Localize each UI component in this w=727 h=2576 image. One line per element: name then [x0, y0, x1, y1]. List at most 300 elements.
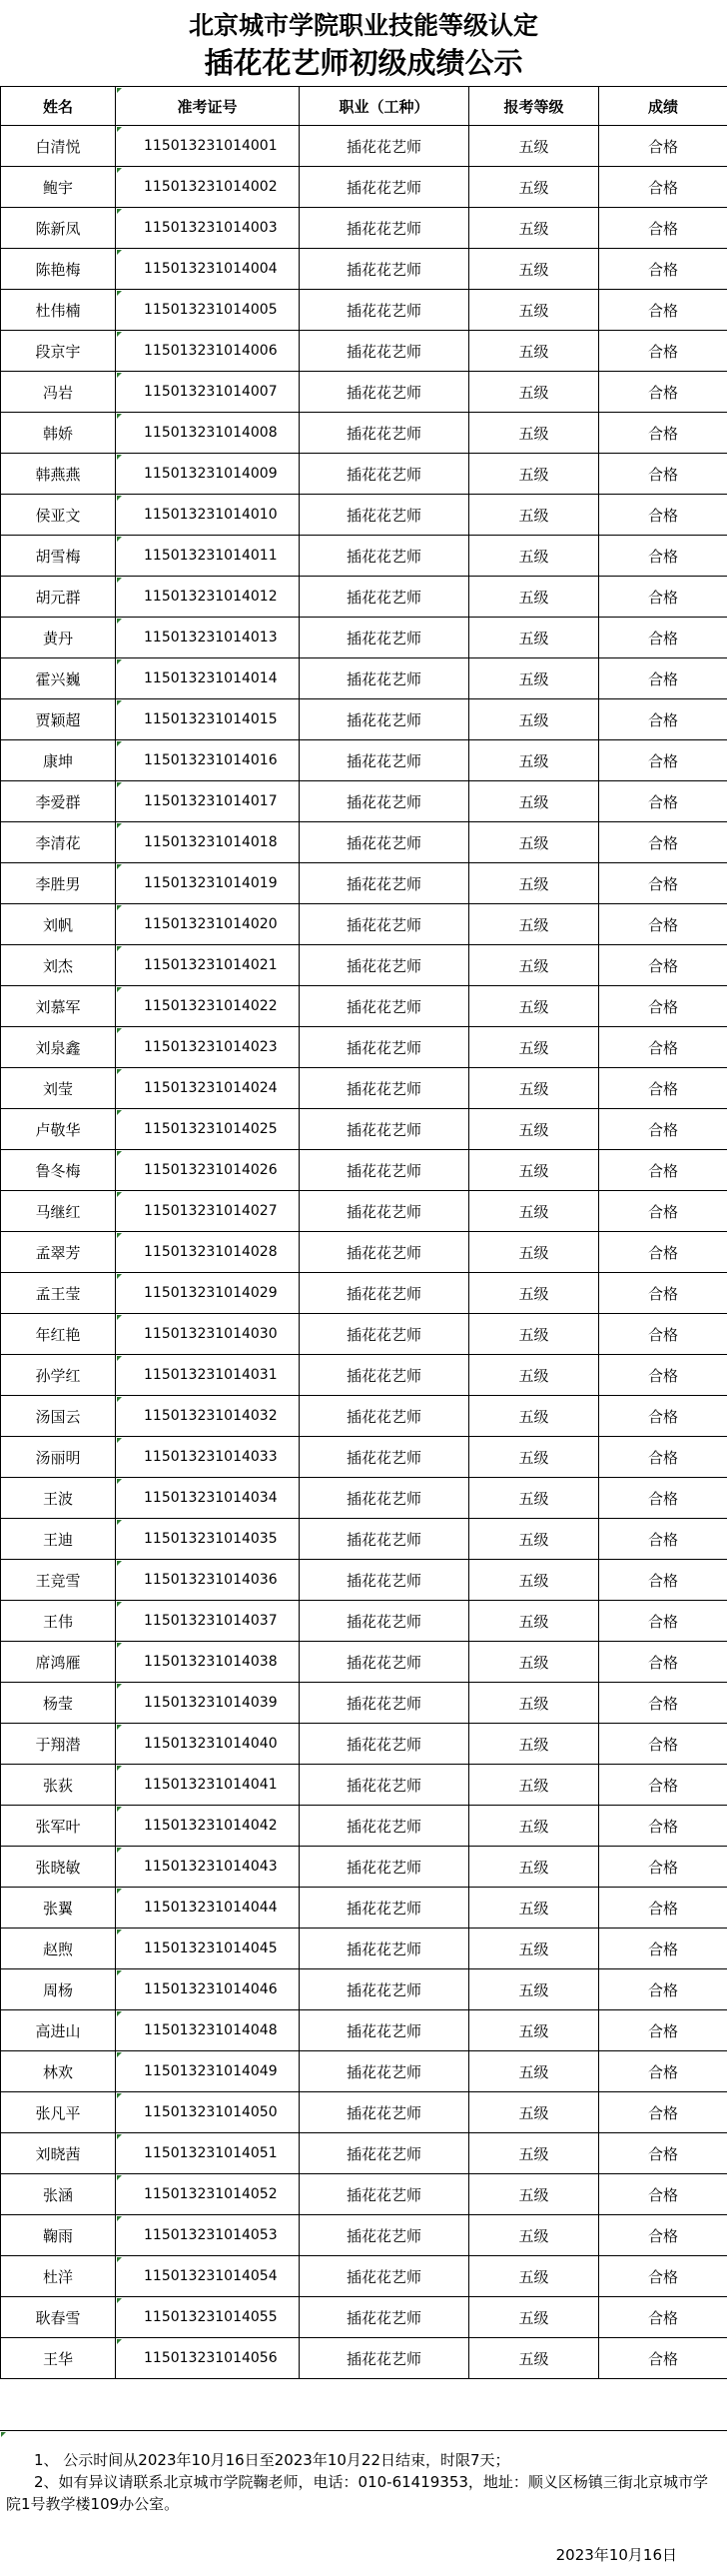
cell-job: 插花花艺师	[300, 904, 469, 945]
cell-name: 汤国云	[1, 1396, 116, 1437]
cell-result: 合格	[599, 1068, 727, 1109]
cell-result: 合格	[599, 1191, 727, 1232]
table-row	[1, 454, 727, 495]
cell-name: 鲍宇	[1, 167, 116, 208]
cell-result: 合格	[599, 1847, 727, 1888]
cell-job: 插花花艺师	[300, 249, 469, 290]
cell-exam-id: 115013231014019	[116, 863, 300, 904]
cell-result: 合格	[599, 1027, 727, 1068]
cell-level: 五级	[469, 986, 599, 1027]
cell-result: 合格	[599, 1888, 727, 1929]
cell-job: 插花花艺师	[300, 2215, 469, 2256]
table-row	[1, 2256, 727, 2297]
cell-result: 合格	[599, 167, 727, 208]
table-row	[1, 1642, 727, 1683]
header-result: 成绩	[599, 87, 727, 126]
page-title-line2: 插花花艺师初级成绩公示	[204, 46, 523, 80]
cell-name: 贾颖超	[1, 699, 116, 740]
cell-result: 合格	[599, 1437, 727, 1478]
table-row	[1, 2051, 727, 2092]
table-row	[1, 208, 727, 249]
table-row	[1, 2010, 727, 2051]
cell-name: 马继红	[1, 1191, 116, 1232]
table-row	[1, 1027, 727, 1068]
cell-level: 五级	[469, 1683, 599, 1724]
cell-job: 插花花艺师	[300, 1806, 469, 1847]
cell-level: 五级	[469, 249, 599, 290]
table-row	[1, 2215, 727, 2256]
cell-exam-id: 115013231014017	[116, 781, 300, 822]
cell-level: 五级	[469, 1314, 599, 1355]
cell-job: 插花花艺师	[300, 2297, 469, 2338]
table-row	[1, 2297, 727, 2338]
cell-result: 合格	[599, 331, 727, 372]
cell-job: 插花花艺师	[300, 699, 469, 740]
cell-level: 五级	[469, 1396, 599, 1437]
cell-name: 冯岩	[1, 372, 116, 413]
cell-exam-id: 115013231014037	[116, 1601, 300, 1642]
cell-level: 五级	[469, 822, 599, 863]
cell-level: 五级	[469, 904, 599, 945]
cell-job: 插花花艺师	[300, 618, 469, 658]
cell-name: 刘莹	[1, 1068, 116, 1109]
table-row	[1, 945, 727, 986]
cell-job: 插花花艺师	[300, 1150, 469, 1191]
cell-result: 合格	[599, 577, 727, 618]
cell-job: 插花花艺师	[300, 2338, 469, 2379]
cell-exam-id: 115013231014041	[116, 1765, 300, 1806]
cell-level: 五级	[469, 1068, 599, 1109]
cell-name: 韩娇	[1, 413, 116, 454]
cell-name: 康坤	[1, 740, 116, 781]
cell-exam-id: 115013231014002	[116, 167, 300, 208]
cell-name: 李胜男	[1, 863, 116, 904]
cell-name: 赵煦	[1, 1929, 116, 1969]
cell-exam-id: 115013231014012	[116, 577, 300, 618]
table-row	[1, 249, 727, 290]
cell-level: 五级	[469, 2297, 599, 2338]
cell-name: 王竞雪	[1, 1560, 116, 1601]
table-row	[1, 1969, 727, 2010]
cell-level: 五级	[469, 413, 599, 454]
cell-level: 五级	[469, 495, 599, 536]
table-row	[1, 1519, 727, 1560]
cell-level: 五级	[469, 2338, 599, 2379]
cell-result: 合格	[599, 372, 727, 413]
cell-result: 合格	[599, 1642, 727, 1683]
cell-level: 五级	[469, 1560, 599, 1601]
cell-exam-id: 115013231014038	[116, 1642, 300, 1683]
cell-level: 五级	[469, 2092, 599, 2133]
cell-name: 黄丹	[1, 618, 116, 658]
cell-level: 五级	[469, 1929, 599, 1969]
cell-job: 插花花艺师	[300, 290, 469, 331]
cell-level: 五级	[469, 740, 599, 781]
table-row	[1, 1683, 727, 1724]
cell-result: 合格	[599, 863, 727, 904]
table-row	[1, 1396, 727, 1437]
cell-job: 插花花艺师	[300, 1929, 469, 1969]
cell-exam-id: 115013231014054	[116, 2256, 300, 2297]
cell-exam-id: 115013231014008	[116, 413, 300, 454]
cell-job: 插花花艺师	[300, 536, 469, 577]
cell-name: 刘慕军	[1, 986, 116, 1027]
table-row	[1, 1355, 727, 1396]
cell-level: 五级	[469, 1806, 599, 1847]
cell-name: 张晓敏	[1, 1847, 116, 1888]
cell-exam-id: 115013231014015	[116, 699, 300, 740]
cell-level: 五级	[469, 536, 599, 577]
cell-exam-id: 115013231014034	[116, 1478, 300, 1519]
cell-name: 年红艳	[1, 1314, 116, 1355]
cell-result: 合格	[599, 2051, 727, 2092]
header-level: 报考等级	[469, 87, 599, 126]
cell-exam-id: 115013231014045	[116, 1929, 300, 1969]
cell-job: 插花花艺师	[300, 1068, 469, 1109]
table-row	[1, 331, 727, 372]
cell-name: 鲁冬梅	[1, 1150, 116, 1191]
cell-name: 王迪	[1, 1519, 116, 1560]
table-row	[1, 126, 727, 167]
cell-job: 插花花艺师	[300, 781, 469, 822]
cell-exam-id: 115013231014004	[116, 249, 300, 290]
cell-exam-id: 115013231014009	[116, 454, 300, 495]
cell-name: 李清花	[1, 822, 116, 863]
table-row	[1, 167, 727, 208]
table-row	[1, 1560, 727, 1601]
cell-job: 插花花艺师	[300, 2010, 469, 2051]
cell-name: 张荻	[1, 1765, 116, 1806]
cell-level: 五级	[469, 2133, 599, 2174]
cell-level: 五级	[469, 2174, 599, 2215]
cell-exam-id: 115013231014007	[116, 372, 300, 413]
cell-exam-id: 115013231014021	[116, 945, 300, 986]
header-job: 职业（工种）	[300, 87, 469, 126]
table-row	[1, 2174, 727, 2215]
cell-job: 插花花艺师	[300, 2092, 469, 2133]
cell-job: 插花花艺师	[300, 454, 469, 495]
table-row	[1, 1847, 727, 1888]
cell-name: 高进山	[1, 2010, 116, 2051]
cell-job: 插花花艺师	[300, 986, 469, 1027]
cell-job: 插花花艺师	[300, 658, 469, 699]
table-row	[1, 1929, 727, 1969]
cell-result: 合格	[599, 1273, 727, 1314]
cell-exam-id: 115013231014051	[116, 2133, 300, 2174]
table-row	[1, 413, 727, 454]
cell-exam-id: 115013231014049	[116, 2051, 300, 2092]
table-row	[1, 904, 727, 945]
cell-result: 合格	[599, 2133, 727, 2174]
table-row	[1, 372, 727, 413]
table-row	[1, 2092, 727, 2133]
cell-job: 插花花艺师	[300, 2174, 469, 2215]
cell-job: 插花花艺师	[300, 1232, 469, 1273]
cell-result: 合格	[599, 1724, 727, 1765]
cell-job: 插花花艺师	[300, 1847, 469, 1888]
cell-level: 五级	[469, 699, 599, 740]
cell-level: 五级	[469, 372, 599, 413]
cell-exam-id: 115013231014025	[116, 1109, 300, 1150]
cell-result: 合格	[599, 413, 727, 454]
table-row	[1, 699, 727, 740]
cell-name: 孟翠芳	[1, 1232, 116, 1273]
cell-name: 张翼	[1, 1888, 116, 1929]
note-2: 2、如有异议请联系北京城市学院鞠老师，电话：010-61419353，地址：顺义区杨镇三街北京城市学院1号教学楼109办公室。	[6, 2473, 708, 2513]
cell-exam-id: 115013231014056	[116, 2338, 300, 2379]
cell-exam-id: 115013231014031	[116, 1355, 300, 1396]
cell-name: 王波	[1, 1478, 116, 1519]
header-exam-id: 准考证号	[116, 87, 300, 126]
cell-name: 孟王莹	[1, 1273, 116, 1314]
publish-date: 2023年10月16日	[555, 2546, 677, 2564]
cell-job: 插花花艺师	[300, 1683, 469, 1724]
cell-exam-id: 115013231014044	[116, 1888, 300, 1929]
table-header-row	[1, 87, 727, 126]
cell-job: 插花花艺师	[300, 1888, 469, 1929]
cell-name: 韩燕燕	[1, 454, 116, 495]
cell-result: 合格	[599, 2174, 727, 2215]
cell-level: 五级	[469, 1109, 599, 1150]
cell-result: 合格	[599, 1478, 727, 1519]
cell-result: 合格	[599, 781, 727, 822]
table-row	[1, 1150, 727, 1191]
cell-name: 席鸿雁	[1, 1642, 116, 1683]
cell-job: 插花花艺师	[300, 413, 469, 454]
table-row	[1, 1478, 727, 1519]
cell-level: 五级	[469, 945, 599, 986]
cell-result: 合格	[599, 618, 727, 658]
cell-name: 陈艳梅	[1, 249, 116, 290]
cell-exam-id: 115013231014022	[116, 986, 300, 1027]
cell-job: 插花花艺师	[300, 1437, 469, 1478]
cell-exam-id: 115013231014032	[116, 1396, 300, 1437]
cell-result: 合格	[599, 658, 727, 699]
cell-name: 刘泉鑫	[1, 1027, 116, 1068]
cell-level: 五级	[469, 1765, 599, 1806]
table-row	[1, 1437, 727, 1478]
cell-exam-id: 115013231014050	[116, 2092, 300, 2133]
cell-exam-id: 115013231014020	[116, 904, 300, 945]
cell-name: 耿春雪	[1, 2297, 116, 2338]
cell-result: 合格	[599, 2092, 727, 2133]
cell-name: 汤丽明	[1, 1437, 116, 1478]
cell-job: 插花花艺师	[300, 331, 469, 372]
cell-level: 五级	[469, 331, 599, 372]
cell-name: 白清悦	[1, 126, 116, 167]
cell-level: 五级	[469, 781, 599, 822]
cell-level: 五级	[469, 1150, 599, 1191]
cell-exam-id: 115013231014029	[116, 1273, 300, 1314]
cell-exam-id: 115013231014006	[116, 331, 300, 372]
cell-exam-id: 115013231014036	[116, 1560, 300, 1601]
cell-name: 刘帆	[1, 904, 116, 945]
cell-level: 五级	[469, 1969, 599, 2010]
cell-result: 合格	[599, 2338, 727, 2379]
cell-level: 五级	[469, 1724, 599, 1765]
cell-exam-id: 115013231014043	[116, 1847, 300, 1888]
cell-level: 五级	[469, 167, 599, 208]
cell-job: 插花花艺师	[300, 1724, 469, 1765]
cell-job: 插花花艺师	[300, 1027, 469, 1068]
cell-level: 五级	[469, 1232, 599, 1273]
cell-name: 林欢	[1, 2051, 116, 2092]
cell-result: 合格	[599, 1601, 727, 1642]
table-row	[1, 1109, 727, 1150]
cell-exam-id: 115013231014011	[116, 536, 300, 577]
cell-result: 合格	[599, 2256, 727, 2297]
cell-exam-id: 115013231014042	[116, 1806, 300, 1847]
cell-job: 插花花艺师	[300, 1765, 469, 1806]
cell-exam-id: 115013231014005	[116, 290, 300, 331]
cell-result: 合格	[599, 495, 727, 536]
table-row	[1, 2338, 727, 2379]
cell-name: 王伟	[1, 1601, 116, 1642]
table-row	[1, 2133, 727, 2174]
cell-level: 五级	[469, 577, 599, 618]
table-row	[1, 495, 727, 536]
cell-name: 霍兴巍	[1, 658, 116, 699]
cell-job: 插花花艺师	[300, 945, 469, 986]
cell-level: 五级	[469, 290, 599, 331]
cell-result: 合格	[599, 249, 727, 290]
cell-exam-id: 115013231014033	[116, 1437, 300, 1478]
cell-result: 合格	[599, 986, 727, 1027]
cell-job: 插花花艺师	[300, 1519, 469, 1560]
table-row	[1, 618, 727, 658]
cell-level: 五级	[469, 658, 599, 699]
cell-level: 五级	[469, 2010, 599, 2051]
cell-result: 合格	[599, 1683, 727, 1724]
cell-exam-id: 115013231014001	[116, 126, 300, 167]
table-row	[1, 290, 727, 331]
table-row	[1, 1601, 727, 1642]
cell-result: 合格	[599, 2297, 727, 2338]
cell-level: 五级	[469, 208, 599, 249]
cell-name: 王华	[1, 2338, 116, 2379]
cell-level: 五级	[469, 1478, 599, 1519]
table-row	[1, 1273, 727, 1314]
cell-result: 合格	[599, 1929, 727, 1969]
results-table	[0, 86, 727, 2379]
cell-name: 于翔潜	[1, 1724, 116, 1765]
table-row	[1, 781, 727, 822]
table-row	[1, 1232, 727, 1273]
table-row	[1, 1314, 727, 1355]
cell-name: 李爱群	[1, 781, 116, 822]
cell-job: 插花花艺师	[300, 2133, 469, 2174]
cell-exam-id: 115013231014027	[116, 1191, 300, 1232]
cell-result: 合格	[599, 1150, 727, 1191]
cell-job: 插花花艺师	[300, 1355, 469, 1396]
table-row	[1, 1806, 727, 1847]
cell-job: 插花花艺师	[300, 372, 469, 413]
cell-exam-id: 115013231014024	[116, 1068, 300, 1109]
cell-exam-id: 115013231014039	[116, 1683, 300, 1724]
table-row	[1, 1765, 727, 1806]
cell-name: 刘杰	[1, 945, 116, 986]
cell-level: 五级	[469, 454, 599, 495]
cell-exam-id: 115013231014018	[116, 822, 300, 863]
table-row	[1, 822, 727, 863]
cell-exam-id: 115013231014053	[116, 2215, 300, 2256]
cell-exam-id: 115013231014016	[116, 740, 300, 781]
cell-job: 插花花艺师	[300, 126, 469, 167]
cell-job: 插花花艺师	[300, 740, 469, 781]
cell-level: 五级	[469, 1888, 599, 1929]
cell-level: 五级	[469, 1642, 599, 1683]
cell-exam-id: 115013231014035	[116, 1519, 300, 1560]
cell-level: 五级	[469, 1191, 599, 1232]
cell-level: 五级	[469, 1273, 599, 1314]
cell-job: 插花花艺师	[300, 167, 469, 208]
cell-result: 合格	[599, 208, 727, 249]
cell-result: 合格	[599, 2215, 727, 2256]
cell-level: 五级	[469, 1027, 599, 1068]
cell-result: 合格	[599, 454, 727, 495]
cell-job: 插花花艺师	[300, 577, 469, 618]
cell-exam-id: 115013231014010	[116, 495, 300, 536]
cell-exam-id: 115013231014013	[116, 618, 300, 658]
cell-result: 合格	[599, 1560, 727, 1601]
cell-result: 合格	[599, 945, 727, 986]
cell-job: 插花花艺师	[300, 822, 469, 863]
table-body	[1, 126, 727, 2379]
cell-job: 插花花艺师	[300, 1191, 469, 1232]
cell-job: 插花花艺师	[300, 1560, 469, 1601]
cell-result: 合格	[599, 1969, 727, 2010]
table-row	[1, 1068, 727, 1109]
cell-exam-id: 115013231014026	[116, 1150, 300, 1191]
cell-result: 合格	[599, 536, 727, 577]
cell-name: 鞠雨	[1, 2215, 116, 2256]
cell-name: 杜伟楠	[1, 290, 116, 331]
cell-result: 合格	[599, 1806, 727, 1847]
cell-exam-id: 115013231014040	[116, 1724, 300, 1765]
cell-job: 插花花艺师	[300, 1109, 469, 1150]
table-row	[1, 536, 727, 577]
cell-level: 五级	[469, 1519, 599, 1560]
table-row	[1, 577, 727, 618]
cell-result: 合格	[599, 1355, 727, 1396]
table-row	[1, 658, 727, 699]
cell-job: 插花花艺师	[300, 1314, 469, 1355]
cell-job: 插花花艺师	[300, 2256, 469, 2297]
cell-exam-id: 115013231014030	[116, 1314, 300, 1355]
table-row	[1, 863, 727, 904]
cell-job: 插花花艺师	[300, 863, 469, 904]
table-row	[1, 1888, 727, 1929]
cell-result: 合格	[599, 822, 727, 863]
cell-exam-id: 115013231014003	[116, 208, 300, 249]
cell-level: 五级	[469, 1601, 599, 1642]
cell-job: 插花花艺师	[300, 1969, 469, 2010]
cell-result: 合格	[599, 1519, 727, 1560]
cell-name: 孙学红	[1, 1355, 116, 1396]
cell-job: 插花花艺师	[300, 2051, 469, 2092]
cell-job: 插花花艺师	[300, 1396, 469, 1437]
cell-level: 五级	[469, 1355, 599, 1396]
cell-result: 合格	[599, 1765, 727, 1806]
cell-name: 卢敬华	[1, 1109, 116, 1150]
cell-result: 合格	[599, 740, 727, 781]
cell-name: 杜洋	[1, 2256, 116, 2297]
cell-job: 插花花艺师	[300, 1601, 469, 1642]
cell-result: 合格	[599, 2010, 727, 2051]
cell-exam-id: 115013231014014	[116, 658, 300, 699]
note-1: 1、 公示时间从2023年10月16日至2023年10月22日结束，时限7天；	[34, 2451, 510, 2469]
cell-level: 五级	[469, 2256, 599, 2297]
